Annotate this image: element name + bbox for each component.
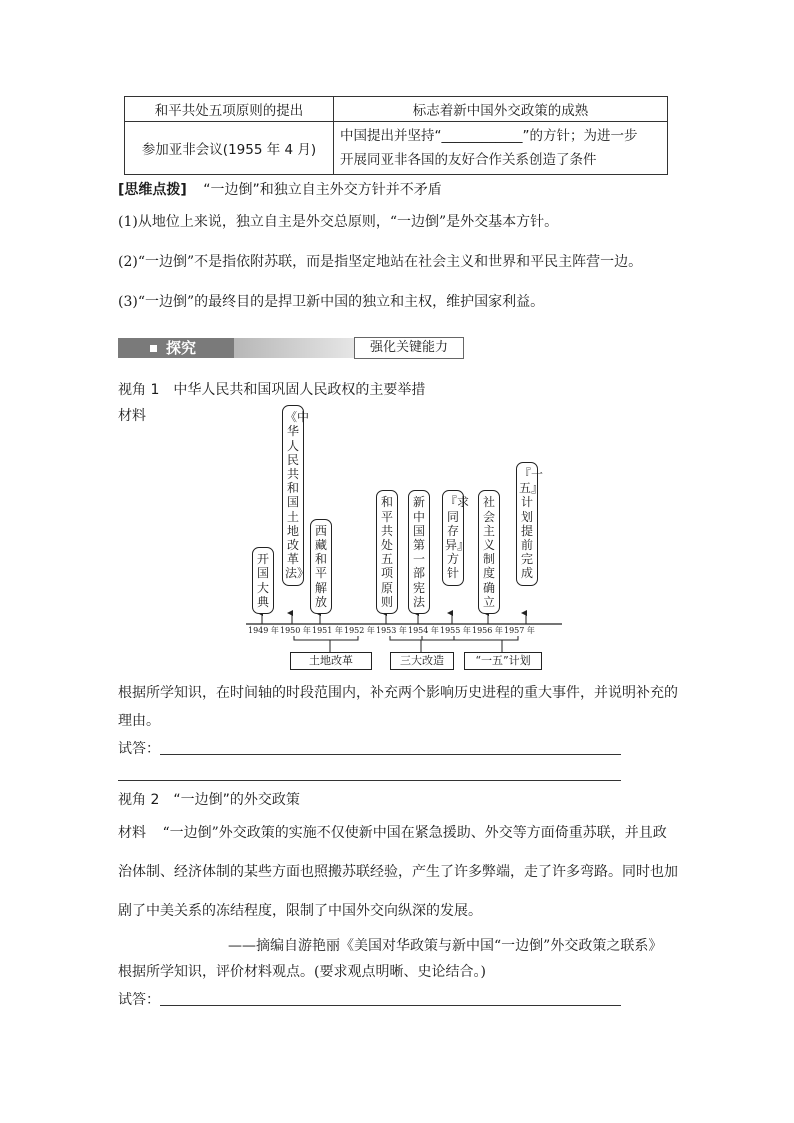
angle2-material-text: “一边倒”外交政策的实施不仅使新中国在紧急援助、外交等方面倚重苏联，并且政: [162, 825, 667, 841]
section-subtitle: 强化关键能力: [354, 337, 464, 359]
year-label: 1951 年: [312, 626, 343, 635]
table-cell-meaning: 标志着新中国外交政策的成熟: [334, 97, 668, 122]
section-title: 探究: [166, 339, 197, 357]
year-label: 1956 年: [472, 626, 503, 635]
tips-heading: [118, 180, 442, 200]
timeline-event: 『一五』计划提前完成: [516, 462, 538, 586]
period-bracket: [422, 636, 518, 652]
timeline-event: 《中华人民共和国土地改革法》: [282, 405, 304, 585]
angle2-material-label: 材料: [118, 825, 146, 841]
period-label: 土地改革: [290, 652, 372, 670]
table-row: [125, 97, 668, 122]
period-label: “一五”计划: [464, 652, 542, 670]
timeline-event: 社会主义制度确立: [478, 490, 500, 614]
angle2-material-line1: [118, 823, 667, 843]
year-label: 1957 年: [504, 626, 535, 635]
angle1-question-line1: 根据所学知识，在时间轴的时段范围内，补充两个影响历史进程的重大事件，并说明补充的: [118, 685, 678, 701]
year-label: 1949 年: [248, 626, 279, 635]
tip-point-1: (1)从地位上来说，独立自主是外交总原则，“一边倒”是外交基本方针。: [118, 214, 559, 230]
event-arrows: [262, 613, 526, 624]
table-cell-event: 参加亚非会议(1955 年 4 月): [125, 122, 334, 175]
answer-line[interactable]: [118, 780, 621, 781]
angle2-source: ——摘编自游艳丽《美国对华政策与新中国“一边倒”外交政策之联系》: [228, 938, 663, 954]
angle2-material-line3: 剧了中美关系的冻结程度，限制了中国外交向纵深的发展。: [118, 903, 482, 919]
timeline-event: 新中国第一部宪法: [408, 490, 430, 614]
angle1-material-label: 材料: [118, 408, 146, 424]
timeline-event: 开国大典: [252, 547, 274, 614]
diplomacy-table: [124, 96, 668, 175]
answer-line[interactable]: [160, 1005, 621, 1006]
angle2-material-line2: 治体制、经济体制的某些方面也照搬苏联经验，产生了许多弊端，走了许多弯路。同时也加: [118, 864, 678, 880]
table-cell-meaning: [334, 122, 668, 175]
timeline-diagram: [240, 410, 570, 684]
angle1-title: 视角 1 中华人民共和国巩固人民政权的主要举措: [118, 382, 426, 398]
square-bullet-icon: [150, 345, 157, 352]
table-row: [125, 122, 668, 175]
timeline-event: 西藏和平解放: [310, 519, 332, 614]
tip-point-2: (2)“一边倒”不是指依附苏联，而是指坚定地站在社会主义和世界和平民主阵营一边。: [118, 254, 643, 270]
meaning-line: 开展同亚非各国的友好合作关系创造了条件: [340, 152, 597, 168]
year-label: 1952 年: [344, 626, 375, 635]
period-bracket: [294, 636, 358, 652]
meaning-line: 中国提出并坚持“____________”的方针；为进一步: [340, 128, 638, 144]
year-label: 1953 年: [376, 626, 407, 635]
angle2-question: 根据所学知识，评价材料观点。(要求观点明晰、史论结合。): [118, 964, 486, 980]
tip-point-3: (3)“一边倒”的最终目的是捍卫新中国的独立和主权，维护国家利益。: [118, 294, 545, 310]
tips-label: [思维点拨]: [118, 182, 187, 198]
angle1-question-line2: 理由。: [118, 713, 160, 729]
table-cell-event: 和平共处五项原则的提出: [125, 97, 334, 122]
period-label: 三大改造: [390, 652, 454, 670]
angle2-title: 视角 2 “一边倒”的外交政策: [118, 792, 300, 808]
timeline-event: 和平共处五项原则: [376, 490, 398, 614]
tips-heading-text: “一边倒”和独立自主外交方针并不矛盾: [203, 182, 442, 198]
year-label: 1955 年: [440, 626, 471, 635]
section-banner: [118, 336, 448, 360]
angle2-answer-label: 试答：: [118, 992, 160, 1008]
answer-line[interactable]: [160, 754, 621, 755]
period-brackets: [294, 636, 518, 652]
year-label: 1954 年: [408, 626, 439, 635]
timeline-event: 『求同存异』方针: [442, 490, 464, 585]
year-label: 1950 年: [280, 626, 311, 635]
angle1-answer-label: 试答：: [118, 741, 160, 757]
